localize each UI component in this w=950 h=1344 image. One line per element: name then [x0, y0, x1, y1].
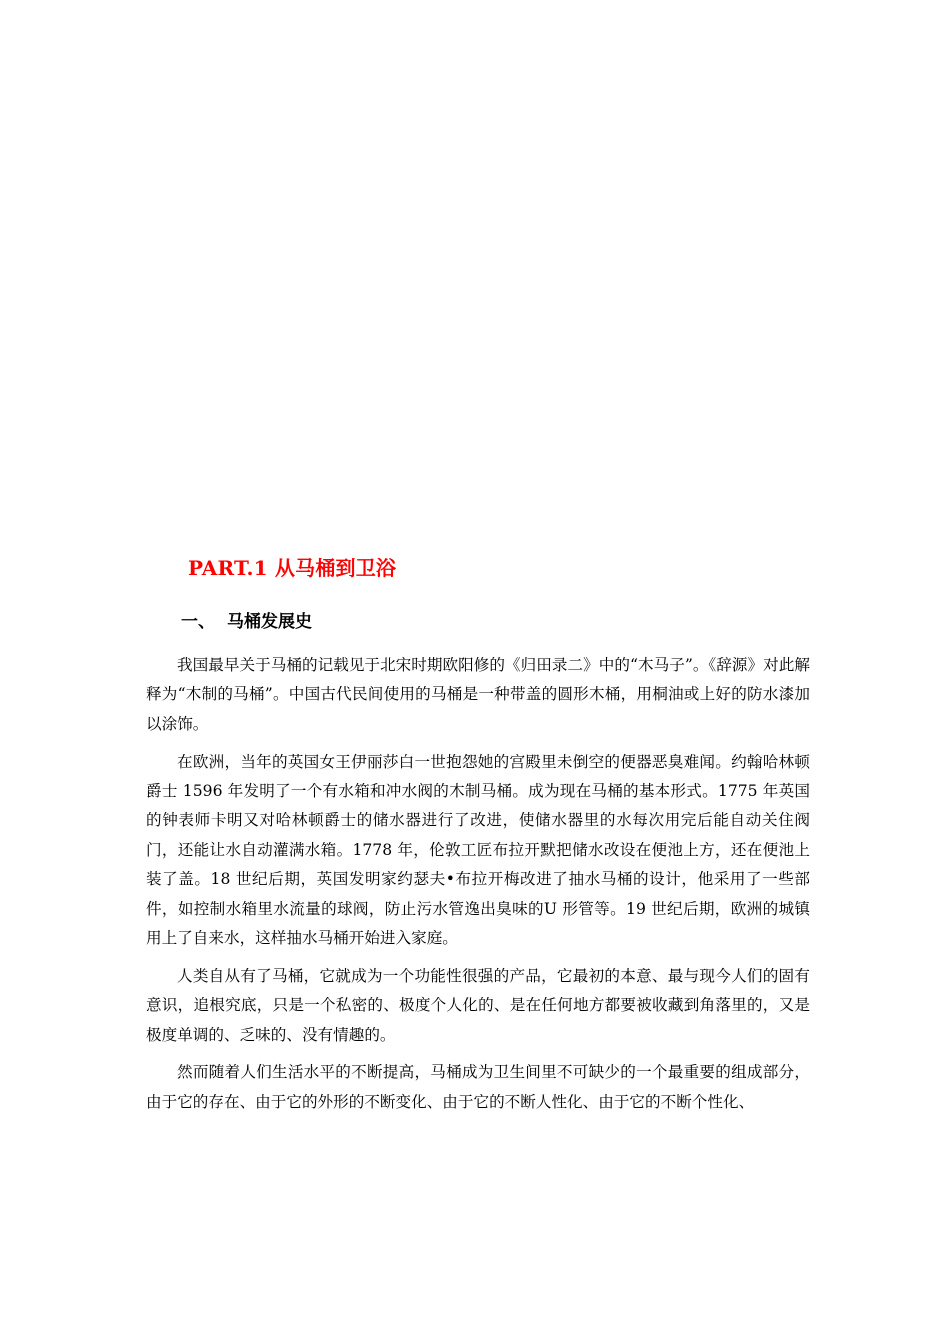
paragraph: 在欧洲，当年的英国女王伊丽莎白一世抱怨她的宫殿里未倒空的便器恶臭难闻。约翰哈林顿爵士 1596 年发明了一个有水箱和冲水阀的木制马桶。成为现在马桶的基本形式。1775 年英国的钟表师卡明又对哈林顿爵士的储水器进行了改进，使储水器里的水每次用完后能自动关住阀门，还能让水自动灌满水箱。1778 年，伦敦工匠布拉开默把储水改设在便池上方，还在便池上装了盖。18 世纪后期，英国发明家约瑟夫•布拉开梅改进了抽水马桶的设计，他采用了一些部件，如控制水箱里水流量的球阀，防止污水管逸出臭味的U 形管等。19 世纪后期，欧洲的城镇用上了自来水，这样抽水马桶开始进入家庭。 [146, 752, 810, 948]
body-text [146, 651, 810, 1126]
paragraph: 我国最早关于马桶的记载见于北宋时期欧阳修的《归田录二》中的“木马子”。《辞源》对此解释为“木制的马桶”。中国古代民间使用的马桶是一种带盖的圆形木桶，用桐油或上好的防水漆加以涂饰。 [146, 656, 810, 733]
section-heading [181, 607, 312, 632]
paragraph: 人类自从有了马桶，它就成为一个功能性很强的产品，它最初的本意、最与现今人们的固有意识，追根究底，只是一个私密的、极度个人化的、是在任何地方都要被收藏到角落里的，又是极度单调的、乏味的、没有情趣的。 [146, 966, 810, 1044]
section-number: 一、 [181, 612, 215, 632]
part-title: PART.1 从马桶到卫浴 [188, 556, 397, 580]
paragraph: 然而随着人们生活水平的不断提高，马桶成为卫生间里不可缺少的一个最重要的组成部分，由于它的存在、由于它的外形的不断变化、由于它的不断人性化、由于它的不断个性化、 [146, 1063, 810, 1111]
section-title: 马桶发展史 [227, 612, 312, 632]
